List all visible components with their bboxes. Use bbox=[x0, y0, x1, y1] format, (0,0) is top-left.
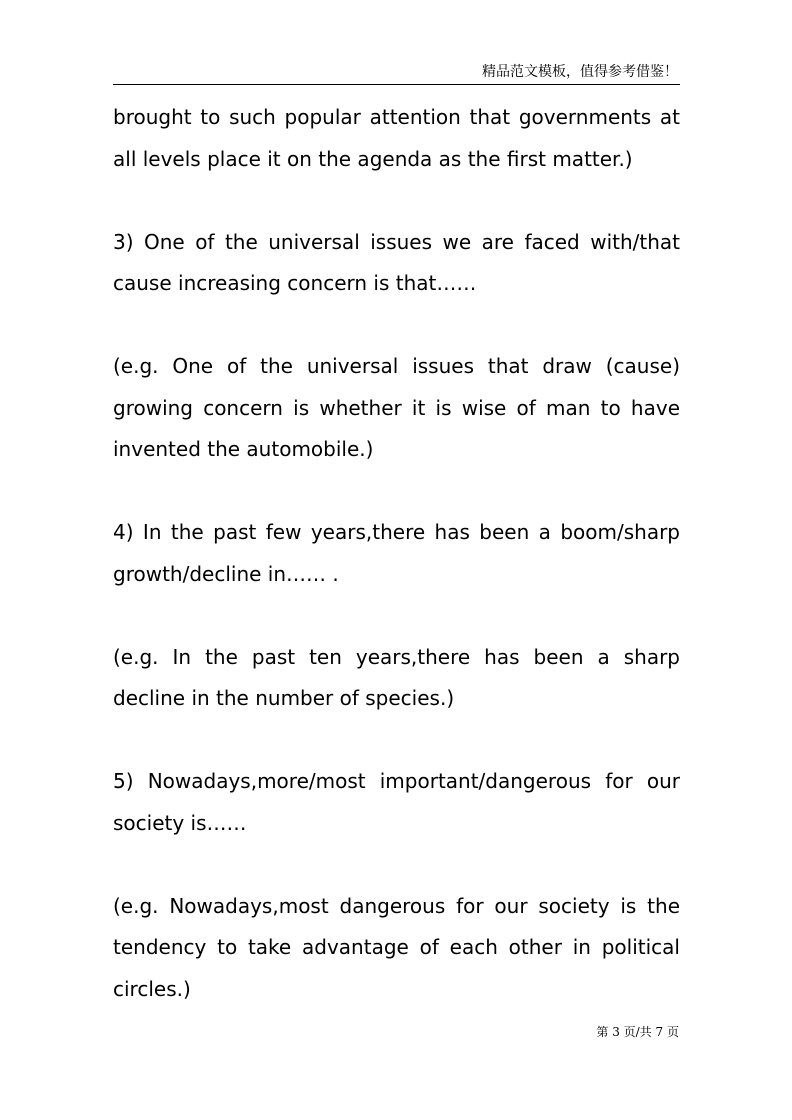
document-body bbox=[113, 97, 680, 1010]
paragraph-gap bbox=[113, 595, 680, 637]
paragraph-gap bbox=[113, 305, 680, 347]
paragraph-gap bbox=[113, 471, 680, 513]
paragraph: 5) Nowadays,more/most important/dangerous for our society is…… bbox=[113, 769, 680, 835]
paragraph-gap bbox=[113, 720, 680, 762]
paragraph: (e.g. One of the universal issues that draw (cause) growing concern is whether it is wise of man to have invented the automobile.) bbox=[113, 354, 680, 461]
paragraph-gap bbox=[113, 180, 680, 222]
paragraph: brought to such popular attention that governments at all levels place it on the agenda as the first matter.) bbox=[113, 105, 680, 171]
page-number: 第 3 页/共 7 页 bbox=[596, 1025, 679, 1039]
paragraph: 4) In the past few years,there has been a boom/sharp growth/decline in…… . bbox=[113, 520, 680, 586]
paragraph: (e.g. Nowadays,most dangerous for our society is the tendency to take advantage of each other in political circles.) bbox=[113, 893, 680, 1001]
paragraph: 3) One of the universal issues we are faced with/that cause increasing concern is that…… bbox=[113, 229, 680, 295]
page-header bbox=[113, 60, 680, 85]
header-text: 精品范文模板，值得参考借鉴！ bbox=[482, 64, 678, 80]
paragraph-gap bbox=[113, 844, 680, 886]
paragraph: (e.g. In the past ten years,there has been a sharp decline in the number of species.) bbox=[113, 644, 680, 710]
